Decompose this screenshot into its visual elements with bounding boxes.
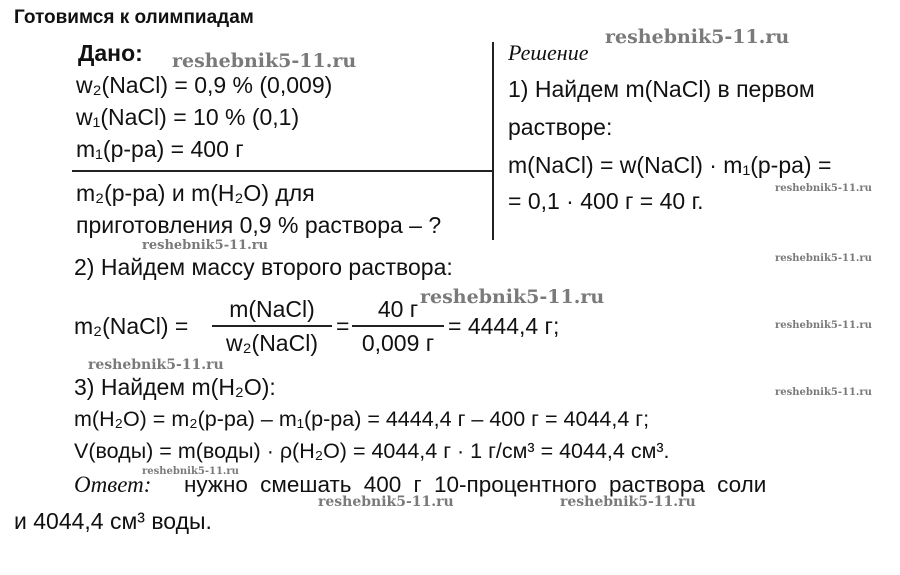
given-label: Дано:	[78, 40, 143, 66]
answer-label: Ответ:	[74, 472, 152, 497]
fraction-1-bar	[212, 325, 332, 327]
vertical-divider	[492, 42, 494, 240]
step1-line-3: m(NaCl) = w(NaCl) · m₁(р-ра) =	[508, 152, 832, 178]
watermark: reshebnik5-11.ru	[142, 238, 269, 253]
given-line-3: m₁(р-ра) = 400 г	[76, 136, 244, 162]
step1-line-1: 1) Найдем m(NaCl) в первом	[508, 76, 815, 102]
watermark: reshebnik5-11.ru	[172, 50, 357, 72]
find-line-2: приготовления 0,9 % раствора – ?	[76, 212, 442, 238]
watermark: reshebnik5-11.ru	[420, 286, 605, 308]
watermark: reshebnik5-11.ru	[775, 183, 872, 194]
watermark: reshebnik5-11.ru	[560, 494, 696, 510]
find-line-1: m₂(р-ра) и m(H₂O) для	[76, 180, 315, 206]
answer-line-2: и 4044,4 см³ воды.	[14, 508, 212, 534]
step2-equals: =	[336, 313, 350, 339]
step2-lhs: m₂(NaCl) =	[74, 313, 189, 339]
fraction-2-numerator: 40 г	[377, 296, 419, 322]
watermark: reshebnik5-11.ru	[88, 357, 224, 373]
watermark: reshebnik5-11.ru	[775, 387, 872, 398]
step2-title: 2) Найдем массу второго раствора:	[74, 254, 453, 280]
page-heading: Готовимся к олимпиадам	[14, 7, 254, 28]
watermark: reshebnik5-11.ru	[605, 26, 790, 48]
watermark: reshebnik5-11.ru	[142, 466, 239, 477]
answer-line-1: нужно смешать 400 г 10-процентного раствора соли	[184, 472, 767, 497]
fraction-2-bar	[352, 325, 444, 327]
step3-line-1: m(H₂O) = m₂(р-ра) – m₁(р-ра) = 4444,4 г – 400 г = 4044,4 г;	[74, 407, 650, 431]
given-line-2: w₁(NaCl) = 10 % (0,1)	[76, 104, 300, 130]
watermark: reshebnik5-11.ru	[775, 320, 872, 331]
step2-fraction-1	[212, 296, 332, 356]
watermark: reshebnik5-11.ru	[318, 494, 454, 510]
horizontal-divider	[72, 170, 492, 172]
given-line-1: w₂(NaCl) = 0,9 % (0,009)	[76, 72, 333, 98]
step2-result: = 4444,4 г;	[448, 313, 560, 339]
fraction-1-numerator: m(NaCl)	[229, 296, 315, 322]
step3-line-2: V(воды) = m(воды) · ρ(H₂O) = 4044,4 г · 1 г/см³ = 4044,4 см³.	[74, 439, 670, 463]
solution-title: Решение	[508, 40, 589, 65]
watermark: reshebnik5-11.ru	[775, 253, 872, 264]
step1-line-4: = 0,1 · 400 г = 40 г.	[508, 188, 704, 214]
fraction-2-denominator: 0,009 г	[361, 329, 435, 356]
step1-line-2: растворе:	[508, 114, 613, 140]
step3-title: 3) Найдем m(H₂O):	[74, 374, 276, 400]
fraction-1-denominator: w₂(NaCl)	[226, 329, 318, 356]
